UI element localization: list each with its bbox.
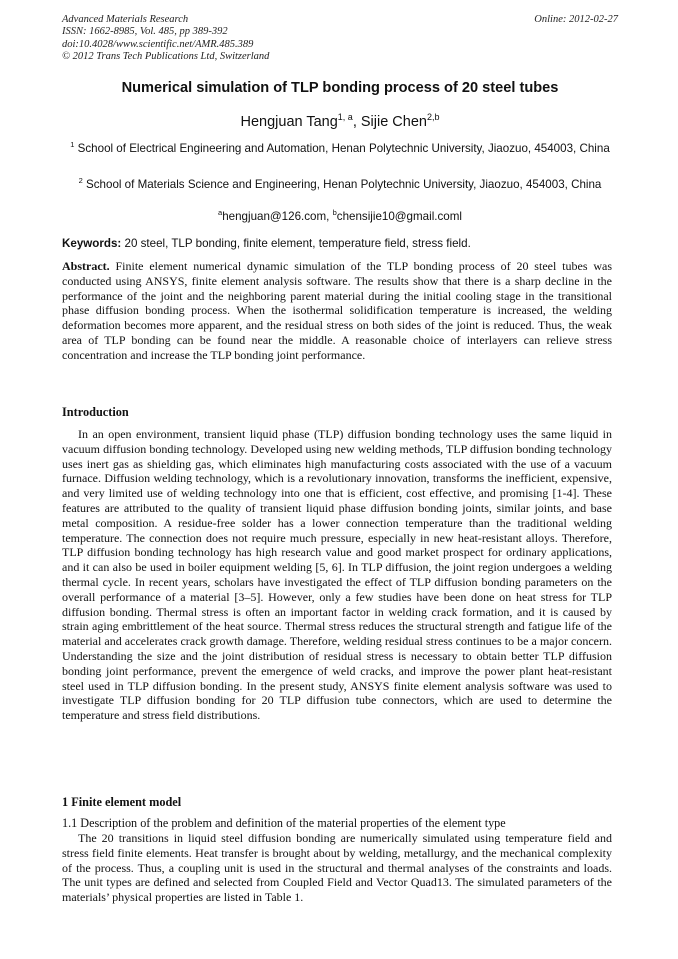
abstract-text: Finite element numerical dynamic simulation of the TLP bonding process of 20 steel tubes was conducted using ANSYS, finite element analysis software. The results show that there is a sharp decline in the performance of the joint and the neighboring parent material during the initial cooling stage in the transitional phase diffusion bonding process. When the isothermal solidification temperature is increased, the welding deformation becomes more apparent, and the residual stress on both sides of the joint is reduced. Thus, the weak area of TLP bonding can be found near the middle. A reasonable choice of interlayers can relieve stress concentration and increase the TLP bonding joint performance.	[62, 259, 612, 362]
introduction-heading: Introduction	[62, 405, 129, 419]
email-b: chensijie10@gmail.coml	[336, 210, 462, 223]
affiliation-2-text: School of Materials Science and Engineering, Henan Polytechnic University, Jiaozuo, 454003, China	[86, 178, 602, 191]
email-separator: ,	[326, 210, 333, 223]
journal-header	[62, 14, 618, 63]
affiliation-1	[62, 137, 618, 156]
abstract-label: Abstract.	[62, 259, 110, 273]
email-b-sup: b	[332, 208, 337, 217]
author-separator: ,	[352, 114, 361, 130]
email-a-sup: a	[218, 208, 223, 217]
author-1-name: Hengjuan Tang	[240, 114, 338, 130]
author-2-sup: 2,b	[426, 112, 440, 122]
journal-copyright: © 2012 Trans Tech Publications Ltd, Switzerland	[62, 50, 270, 62]
email-line	[62, 208, 618, 223]
author-2-name: Sijie Chen	[360, 114, 427, 130]
affiliation-1-text: School of Electrical Engineering and Automation, Henan Polytechnic University, Jiaozuo, 454003, China	[77, 142, 610, 155]
abstract	[62, 259, 612, 363]
paper-title: Numerical simulation of TLP bonding process of 20 steel tubes	[121, 80, 559, 96]
author-1-sup: 1, a	[337, 112, 353, 122]
affiliation-2	[62, 173, 618, 192]
author-line	[62, 112, 618, 130]
keywords-text: 20 steel, TLP bonding, finite element, temperature field, stress field.	[121, 237, 471, 250]
keywords-label: Keywords:	[62, 237, 122, 250]
email-a: hengjuan@126.com	[222, 210, 327, 223]
journal-doi: doi:10.4028/www.scientific.net/AMR.485.389	[62, 38, 254, 50]
affiliation-1-number: 1	[70, 140, 75, 149]
online-date: Online: 2012-02-27	[534, 14, 618, 25]
journal-name: Advanced Materials Research	[62, 14, 189, 25]
keywords	[62, 237, 618, 250]
section-1-heading: 1 Finite element model	[62, 795, 182, 809]
introduction-text: In an open environment, transient liquid phase (TLP) diffusion bonding technology uses the same liquid in vacuum diffusion bonding technology. Developed using new welding methods, TLP diffusion bonding technology uses inert gas as shielding gas, which eliminates high manufacturing costs associated with the use of a vacuum furnace. Diffusion welding technology, which is a revolutionary innovation, transforms the inefficient, expensive, and very limited use of welding technology into one that is efficient, cost effective, and promising [1-4]. These features are attributed to the quality of transient liquid phase diffusion bonding joints, similar joints, and base metal composition. A residue-free solder has a lower connection temperature than the traditional welding temperature. The connection does not require much pressure, especially in new heat-resistant alloys. Therefore, TLP diffusion bonding technology has high research value and good market prospect for ordinary applications, and it can also be used in boiler equipment welding [5, 6]. In TLP diffusion, the joint region undergoes a welding thermal cycle. In recent years, scholars have investigated the effect of TLP diffusion bonding parameters on the overall performance of a material [3–5]. However, only a few studies have been done on heat stress for TLP diffusion bonding. Thermal stress is often an important factor in welding crack formation, and it is caused by strain aging embrittlement of the heat source. Thermal stress reduces the structural strength and fatigue life of the material and accelerates crack growth damage. Therefore, welding residual stress continues to be a major concern. Understanding the size and the joint distribution of residual stress is necessary to obtain better TLP diffusion bonding joint performance, prevent the emergence of weld cracks, and improve the power plant heat-resistant steel used in TLP diffusion bonding. In the present study, ANSYS finite element analysis software was used to investigate TLP diffusion bonding for 20 TLP diffusion tube connectors, which are used to determine the temperature and stress field distributions.	[62, 427, 612, 723]
affiliation-2-number: 2	[78, 176, 83, 185]
section-1-1-subheading: 1.1 Description of the problem and definition of the material properties of the element type	[62, 816, 506, 830]
section-1-1-text: The 20 transitions in liquid steel diffusion bonding are numerically simulated using temperature field and stress field finite elements. Heat transfer is brought about by welding, metallurgy, and the mechanical complexity of the process. Thus, a coupling unit is used in the structural and thermal analyses of the constraints and loads. The unit types are defined and selected from Coupled Field and Vector Quad13. The simulated parameters of the materials’ physical properties are listed in Table 1.	[62, 831, 612, 905]
journal-issn: ISSN: 1662-8985, Vol. 485, pp 389-392	[62, 26, 228, 38]
